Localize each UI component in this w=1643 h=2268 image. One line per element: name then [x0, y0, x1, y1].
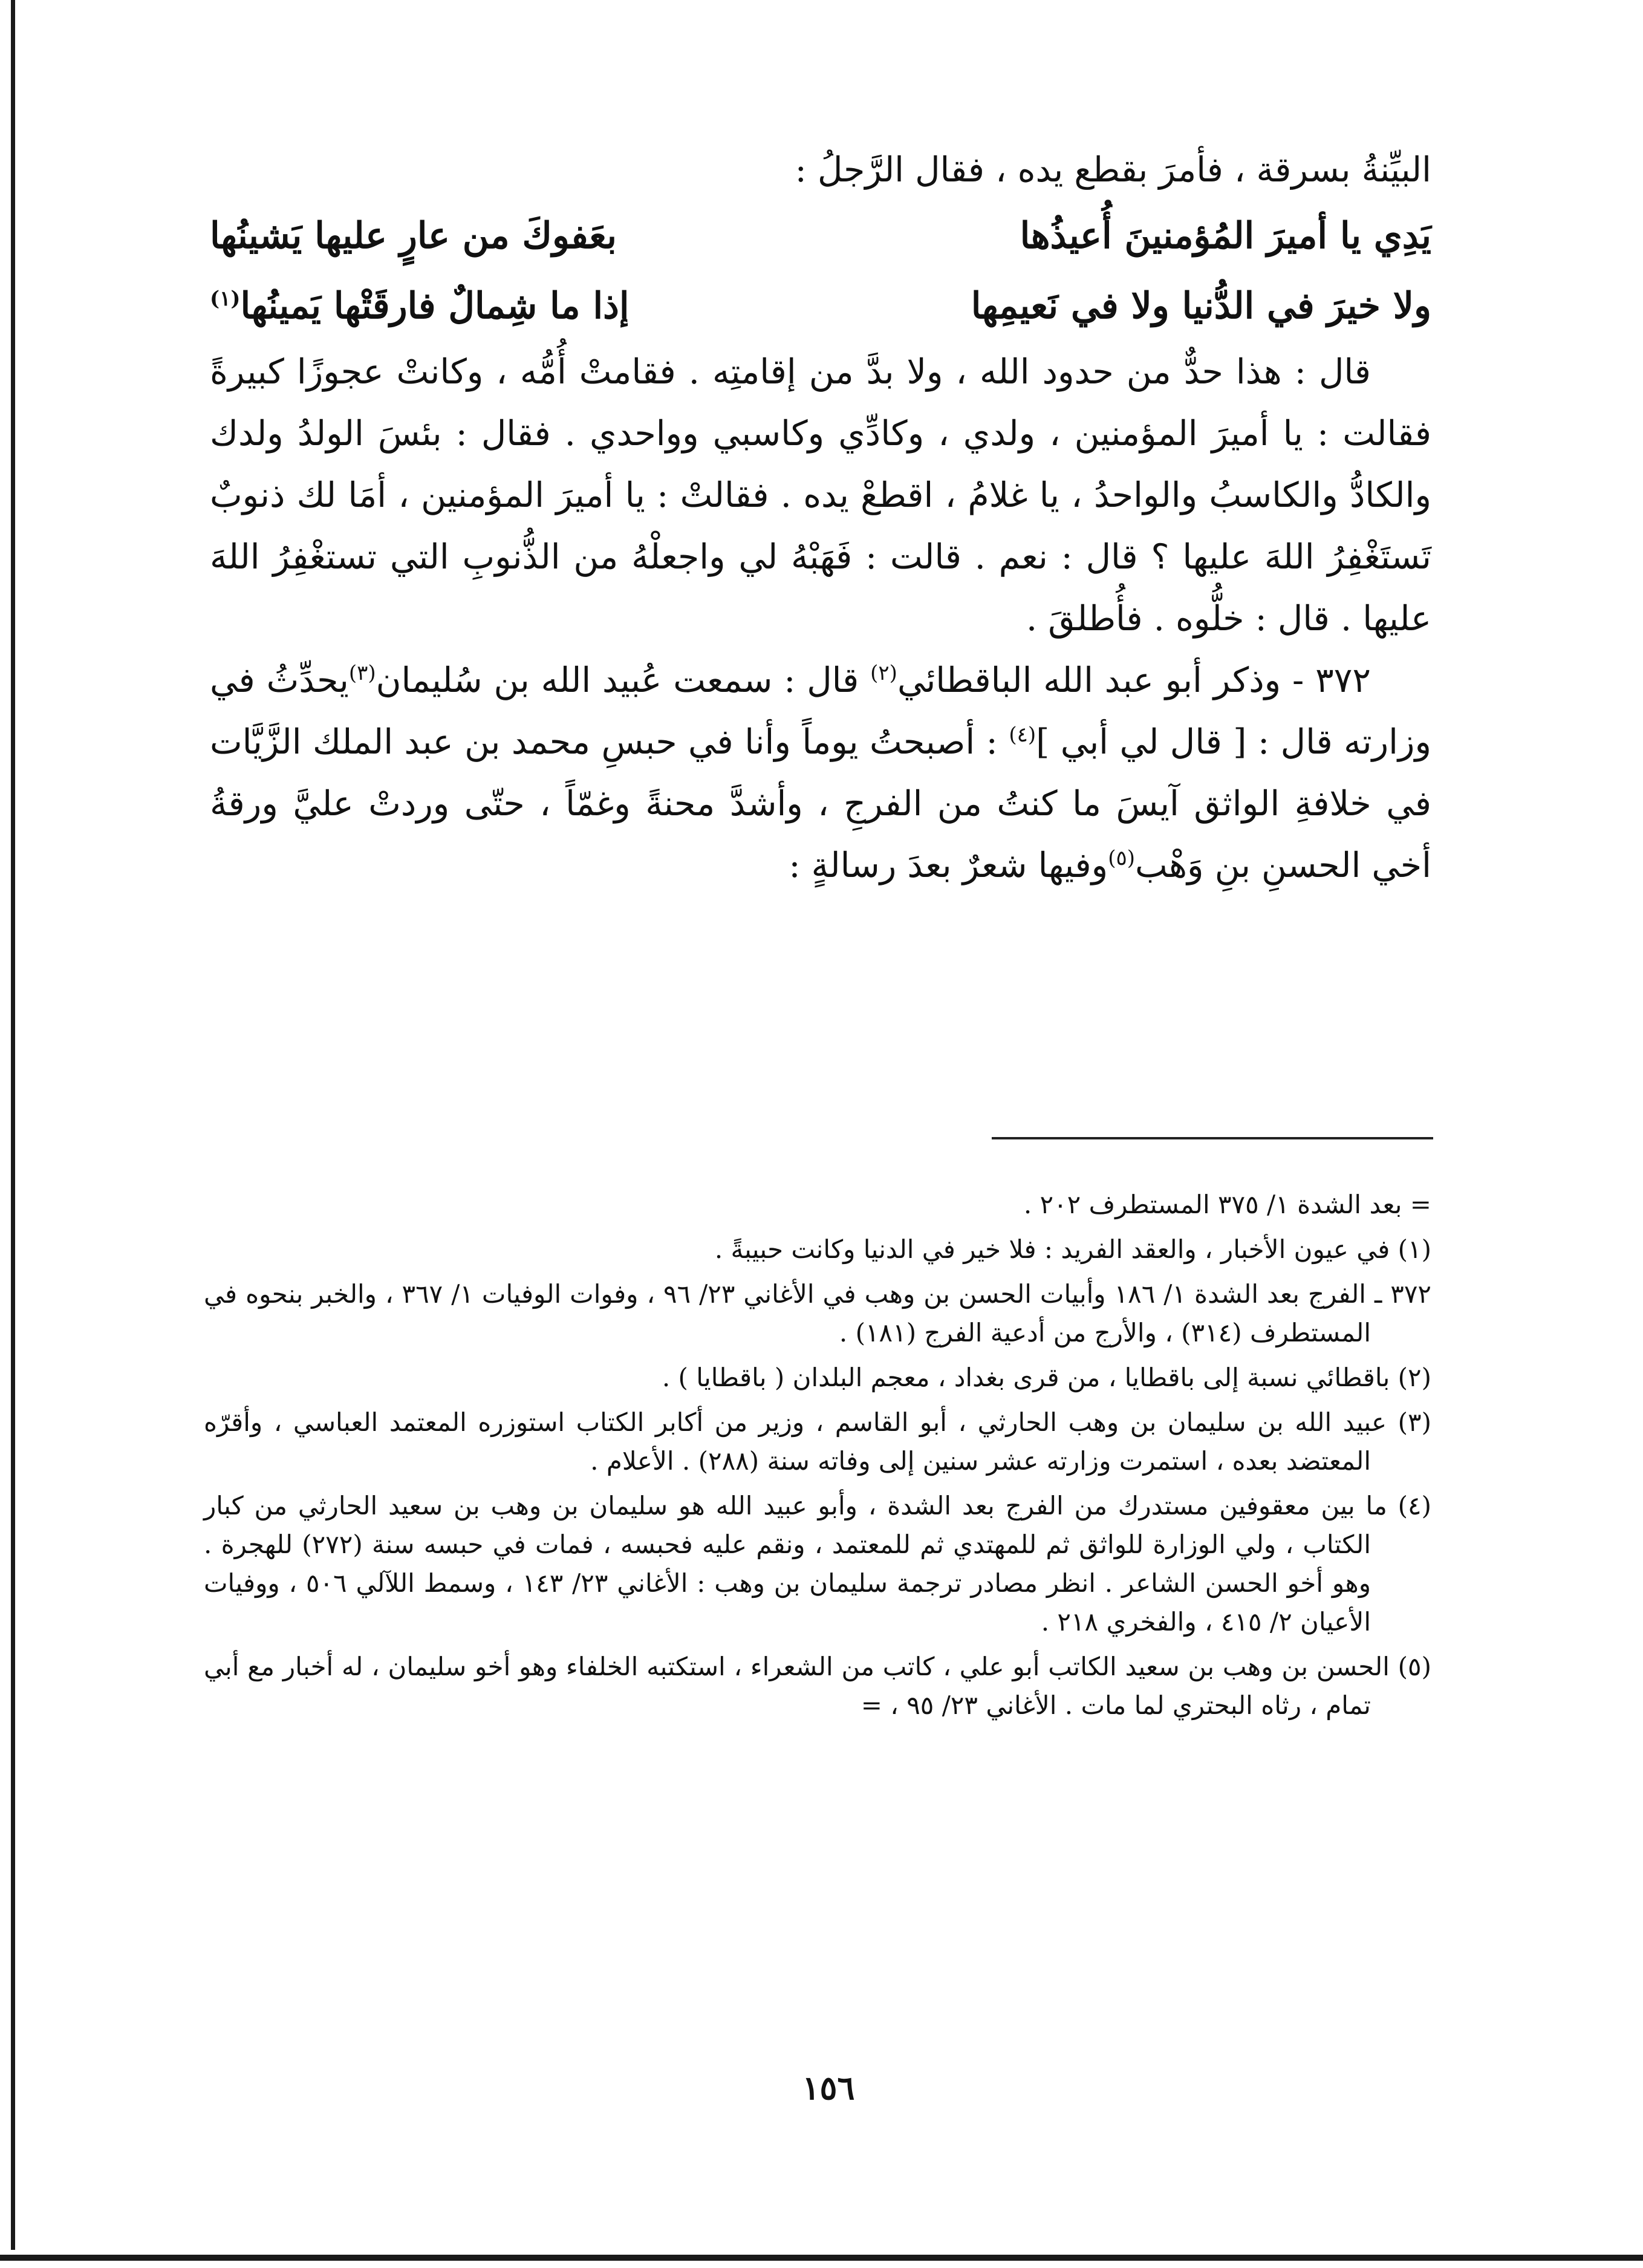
footnote-ref-1: (١) — [210, 287, 241, 311]
footnote-ref-5: (٥) — [1108, 846, 1136, 870]
verse-2-second-text: إذا ما شِمالٌ فارقَتْها يَمينُها — [240, 285, 630, 327]
page-number: ١٥٦ — [802, 2068, 855, 2107]
paragraph-372 — [210, 650, 1431, 896]
para-372-part-c: يحدِّثُ في وزارته قال : [ قال لي أبي ] — [210, 660, 1431, 762]
footnote-ref-3: (٣) — [348, 661, 376, 685]
para-372-part-b: قال : سمعت عُبيد الله بن سُليمان — [376, 660, 871, 700]
scan-border-left — [11, 0, 15, 2250]
footnote-372: ٣٧٢ ـ الفرج بعد الشدة ١/ ١٨٦ وأبيات الحسن بن وهب في الأغاني ٢٣/ ٩٦ ، وفوات الوفيات ١/ ٣٦٧ ، والخبر بنحوه في المستطرف (٣١٤) ، والأرج من أدعية الفرج (١٨١) . — [204, 1279, 1431, 1347]
footnote-3: (٣) عبيد الله بن سليمان بن وهب الحارثي ، أبو القاسم ، وزير من أكابر الكتاب استوزره المعتمد العباسي ، وأقرّه المعتضد بعده ، استمرت وزارته عشر سنين إلى وفاته سنة (٢٨٨) . الأعلام . — [204, 1407, 1431, 1476]
main-text — [210, 139, 1431, 896]
scan-border-bottom — [0, 2255, 1643, 2261]
footnote-continued: = بعد الشدة ١/ ٣٧٥ المستطرف ٢٠٢ . — [1023, 1190, 1431, 1219]
verse-line-2 — [210, 271, 1431, 341]
footnote-2: (٢) باقطائي نسبة إلى باقطايا ، من قرى بغداد ، معجم البلدان ( باقطايا ) . — [662, 1363, 1431, 1392]
footnote-5: (٥) الحسن بن وهب بن سعيد الكاتب أبو علي ، كاتب من الشعراء ، استكتبه الخلفاء وهو أخو سليمان ، له أخبار مع أبي تمام ، رثاه البحتري لما مات . الأغاني ٢٣/ ٩٥ ، = — [204, 1652, 1431, 1720]
verse-1-second-hemistich: بعَفوكَ من عارٍ عليها يَشينُها — [210, 215, 617, 257]
footnote-separator — [992, 1137, 1433, 1139]
footnote-4: (٤) ما بين معقوفين مستدرك من الفرج بعد الشدة ، وأبو عبيد الله هو سليمان بن وهب بن سعيد الحارثي من كبار الكتاب ، ولي الوزارة للواثق ثم للمهتدي ثم للمعتمد ، ونقم عليه فحبسه ، فمات في حبسه سنة (٢٧٢) للهجرة . وهو أخو الحسن الشاعر . انظر مصادر ترجمة سليمان بن وهب : الأغاني ٢٣/ ١٤٣ ، وسمط اللآلي ٥٠٦ ، ووفيات الأعيان ٢/ ٤١٥ ، والفخري ٢١٨ . — [204, 1491, 1431, 1637]
footnote-ref-4: (٤) — [1009, 723, 1036, 747]
verse-2-first-hemistich: ولا خيرَ في الدُّنيا ولا في نَعيمِها — [971, 285, 1431, 327]
footnote-ref-2: (٢) — [870, 661, 897, 685]
paragraph-1: قال : هذا حدٌّ من حدود الله ، ولا بدَّ من إقامتِه . فقامتْ أُمُّه ، وكانتْ عجوزًا كبيرةً فقالت : يا أميرَ المؤمنين ، ولدي ، وكادِّي وكاسبي وواحدي . فقال : بئسَ الولدُ ولدك والكادُّ والكاسبُ والواحدُ ، يا غلامُ ، اقطعْ يده . فقالتْ : يا أميرَ المؤمنين ، أمَا لك ذنوبٌ تَستَغْفِرُ اللهَ عليها ؟ قال : نعم . قالت : فَهَبْهُ لي واجعلْهُ من الذُّنوبِ التي تستغْفِرُ اللهَ عليها . قال : خلُّوه . فأُطلقَ . — [210, 352, 1431, 639]
verse-2-second-hemistich — [210, 271, 630, 341]
verse-1-first-hemistich: يَدِي يا أميرَ المُؤمنينَ أُعيذُها — [1020, 215, 1431, 257]
footnote-1: (١) في عيون الأخبار ، والعقد الفريد : فلا خير في الدنيا وكانت حبيبةً . — [714, 1234, 1431, 1264]
para-372-part-e: وفيها شعرٌ بعدَ رسالةٍ : — [789, 846, 1108, 885]
para-372-part-a: ٣٧٢ - وذكر أبو عبد الله الباقطائي — [897, 660, 1371, 700]
verse-line-1 — [210, 201, 1431, 271]
para-372-part-d: : أصبحتُ يوماً وأنا في حبسِ محمد بن عبد الملك الزَّيَّات في خلافةِ الواثق آيسَ ما كنتُ من الفرجِ ، وأشدَّ محنةً وغمّاً ، حتّى وردتْ عليَّ ورقةُ أخي الحسنِ بنِ وَهْب — [210, 722, 1431, 885]
text-line-1: البيِّنةُ بسرقة ، فأمرَ بقطع يده ، فقال الرَّجلُ : — [795, 150, 1431, 190]
footnotes — [204, 1185, 1431, 1731]
